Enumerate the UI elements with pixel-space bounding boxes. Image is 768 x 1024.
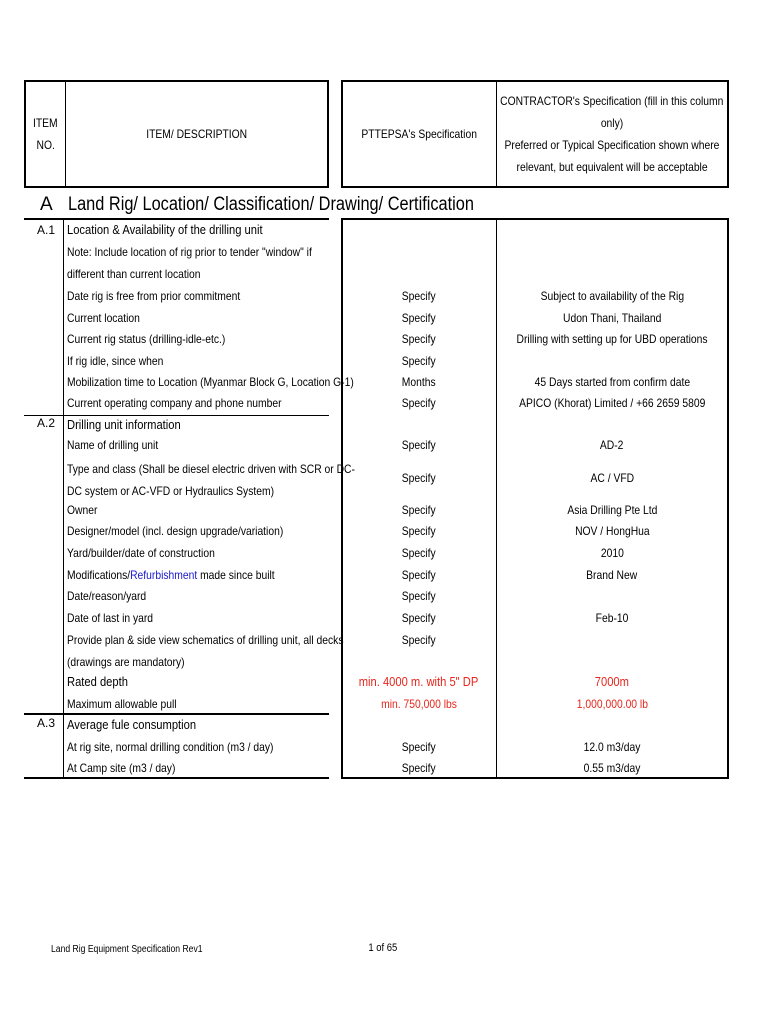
row-ptt-spec [343, 285, 495, 307]
row-description [67, 542, 329, 564]
row-description [67, 520, 329, 542]
row-ptt-spec [343, 434, 495, 456]
row-contractor-spec-text: AD-2 [600, 438, 624, 452]
row-contractor-spec [496, 434, 728, 456]
row-ptt-spec-text: Specify [402, 589, 436, 603]
row-contractor-spec-text: 1,000,000.00 lb [576, 697, 648, 711]
header-contractor-line1: CONTRACTOR's Specification (fill in this column [500, 94, 724, 108]
row-description-text: Owner [67, 503, 98, 517]
row-contractor-spec-text: 0.55 m3/day [583, 761, 641, 775]
header-contractor-spec [497, 82, 727, 186]
row-ptt-spec [343, 371, 495, 393]
row-ptt-spec-text: Specify [402, 740, 436, 754]
item-number: A.2 [36, 416, 55, 430]
row-ptt-spec [343, 307, 495, 329]
row-ptt-spec [343, 736, 495, 758]
row-contractor-spec [496, 307, 728, 329]
row-contractor-spec-text: Feb-10 [595, 611, 629, 625]
row-description-text: DC system or AC-VFD or Hydraulics System) [67, 484, 275, 498]
row-description-text: Provide plan & side view schematics of drilling unit, all decks [67, 633, 344, 647]
row-description [67, 307, 329, 329]
row-contractor-spec-text: Udon Thani, Thailand [562, 311, 662, 325]
row-ptt-spec-text: Specify [402, 354, 436, 368]
row-contractor-spec [496, 520, 728, 542]
row-contractor-spec-text: Brand New [586, 568, 638, 582]
group-heading-text: Drilling unit information [67, 417, 181, 432]
row-ptt-spec [343, 350, 495, 372]
row-description [67, 350, 329, 372]
row-description [67, 607, 329, 629]
row-ptt-spec-text: Specify [402, 438, 436, 452]
row-contractor-spec [496, 693, 728, 715]
row-contractor-spec-text: 7000m [594, 674, 630, 689]
row-description [67, 458, 355, 480]
header-ptt-spec-label: PTTEPSA's Specification [361, 127, 478, 141]
footer-page-number-text: 1 of 65 [368, 942, 397, 954]
section-title: Land Rig/ Location/ Classification/ Drawing/ Certification [68, 194, 474, 215]
row-contractor-spec [496, 629, 728, 651]
header-contractor-line2: only) [600, 116, 624, 130]
footer-document-name [51, 942, 227, 958]
row-ptt-spec [343, 499, 495, 521]
item-no-divider [63, 220, 64, 777]
row-contractor-spec [496, 467, 728, 489]
row-description-text: Rated depth [67, 674, 128, 689]
row-ptt-spec-text: Specify [402, 471, 436, 485]
row-description [67, 757, 329, 779]
row-description [67, 671, 329, 693]
row-ptt-spec [343, 564, 495, 586]
row-description [67, 499, 329, 521]
group-heading [67, 414, 329, 436]
row-ptt-spec [343, 542, 495, 564]
row-description-text [67, 564, 275, 586]
row-ptt-spec [343, 757, 495, 779]
note-line [67, 241, 329, 263]
row-contractor-spec-text: Asia Drilling Pte Ltd [566, 503, 658, 517]
row-description-text: Current rig status (drilling-idle-etc.) [67, 332, 226, 346]
row-description [67, 736, 329, 758]
row-ptt-spec [343, 671, 495, 693]
row-description [67, 434, 329, 456]
item-number: A.3 [36, 716, 55, 730]
row-description-text: Maximum allowable pull [67, 697, 177, 711]
header-item-no [26, 82, 65, 186]
row-contractor-spec [496, 585, 728, 607]
footer-document-name-text: Land Rig Equipment Specification Rev1 [51, 944, 203, 955]
row-ptt-spec-text: Specify [402, 546, 436, 560]
row-contractor-spec-text: 12.0 m3/day [583, 740, 641, 754]
row-ptt-spec-text: min. 4000 m. with 5" DP [359, 674, 479, 689]
header-item-no-line1: ITEM [33, 116, 58, 130]
row-contractor-spec [496, 350, 728, 372]
row-ptt-spec [343, 607, 495, 629]
row-description-text: Date/reason/yard [67, 589, 147, 603]
row-description [67, 328, 329, 350]
row-description [67, 629, 344, 651]
row-ptt-spec [343, 328, 495, 350]
refurbishment-link-text: Refurbishment [130, 568, 198, 582]
row-description-text: Yard/builder/date of construction [67, 546, 215, 560]
row-ptt-spec [343, 629, 495, 651]
row-ptt-spec [343, 585, 495, 607]
item-number: A.1 [36, 223, 55, 237]
header-right-box [341, 80, 729, 188]
row-description-text: Mobilization time to Location (Myanmar Block G, Location G-1) [67, 375, 354, 389]
row-contractor-spec-text: NOV / HongHua [574, 524, 650, 538]
note-line [67, 263, 329, 285]
group-heading-text: Location & Availability of the drilling unit [67, 222, 263, 237]
header-contractor-line3: Preferred or Typical Specification shown where [504, 138, 720, 152]
row-description [67, 651, 329, 673]
row-contractor-spec [496, 392, 728, 414]
row-description-text: At rig site, normal drilling condition (m3 / day) [67, 740, 274, 754]
row-ptt-spec-text: Specify [402, 633, 436, 647]
row-contractor-spec [496, 542, 728, 564]
header-ptt-spec [343, 82, 496, 186]
row-contractor-spec-text: APICO (Khorat) Limited / +66 2659 5809 [518, 396, 706, 410]
row-ptt-spec-text: Specify [402, 503, 436, 517]
row-description-text: Date rig is free from prior commitment [67, 289, 241, 303]
group-heading [67, 219, 329, 241]
note-text: different than current location [67, 267, 201, 281]
row-description-text: Name of drilling unit [67, 438, 159, 452]
header-contractor-line4: relevant, but equivalent will be acceptable [516, 160, 708, 174]
group-heading-text: Average fule consumption [67, 717, 197, 732]
row-contractor-spec-text: AC / VFD [590, 471, 634, 485]
row-contractor-spec [496, 285, 728, 307]
row-ptt-spec-text: min. 750,000 lbs [381, 697, 457, 711]
group-heading [67, 714, 329, 736]
row-ptt-spec-text: Specify [402, 568, 436, 582]
note-text: Note: Include location of rig prior to tender "window" if [67, 245, 312, 259]
row-description-text: Designer/model (incl. design upgrade/variation) [67, 524, 284, 538]
row-contractor-spec [496, 564, 728, 586]
row-ptt-spec [343, 467, 495, 489]
footer-page-number [330, 940, 435, 956]
header-item-no-line2: NO. [36, 138, 55, 152]
row-description [67, 564, 329, 586]
row-description-text: Current location [67, 311, 140, 325]
row-ptt-spec [343, 392, 495, 414]
row-contractor-spec-text: Drilling with setting up for UBD operations [516, 332, 708, 346]
row-ptt-spec-text: Specify [402, 761, 436, 775]
row-contractor-spec [496, 757, 728, 779]
row-description [67, 585, 329, 607]
row-ptt-spec-text: Specify [402, 289, 436, 303]
row-ptt-spec [343, 693, 495, 715]
row-ptt-spec-text: Specify [402, 396, 436, 410]
header-description-label: ITEM/ DESCRIPTION [146, 127, 247, 141]
row-contractor-spec [496, 371, 728, 393]
row-description-text: At Camp site (m3 / day) [67, 761, 176, 775]
row-description-text: Date of last in yard [67, 611, 154, 625]
header-left-box [24, 80, 329, 188]
row-description [67, 371, 354, 393]
section-heading [24, 192, 729, 218]
row-description [67, 285, 329, 307]
row-contractor-spec-text: 2010 [600, 546, 624, 560]
row-description-text: If rig idle, since when [67, 354, 164, 368]
row-ptt-spec-text: Specify [402, 332, 436, 346]
row-description-text: Current operating company and phone number [67, 396, 282, 410]
row-description [67, 392, 329, 414]
row-ptt-spec-text: Months [402, 375, 436, 389]
row-description [67, 693, 329, 715]
row-contractor-spec-text: Subject to availability of the Rig [540, 289, 684, 303]
row-description-text: (drawings are mandatory) [67, 655, 185, 669]
row-description-part: Modifications/ [67, 568, 131, 582]
row-contractor-spec-text: 45 Days started from confirm date [534, 375, 690, 389]
row-ptt-spec [343, 520, 495, 542]
row-description-part: made since built [197, 568, 275, 582]
row-ptt-spec-text: Specify [402, 311, 436, 325]
row-ptt-spec-text: Specify [402, 524, 436, 538]
section-letter: A [40, 194, 53, 215]
row-description-text: Type and class (Shall be diesel electric driven with SCR or DC- [67, 462, 355, 476]
row-contractor-spec [496, 607, 728, 629]
header-description [66, 82, 327, 186]
row-contractor-spec [496, 328, 728, 350]
row-contractor-spec [496, 499, 728, 521]
row-ptt-spec-text: Specify [402, 611, 436, 625]
row-contractor-spec [496, 671, 728, 693]
row-contractor-spec [496, 736, 728, 758]
